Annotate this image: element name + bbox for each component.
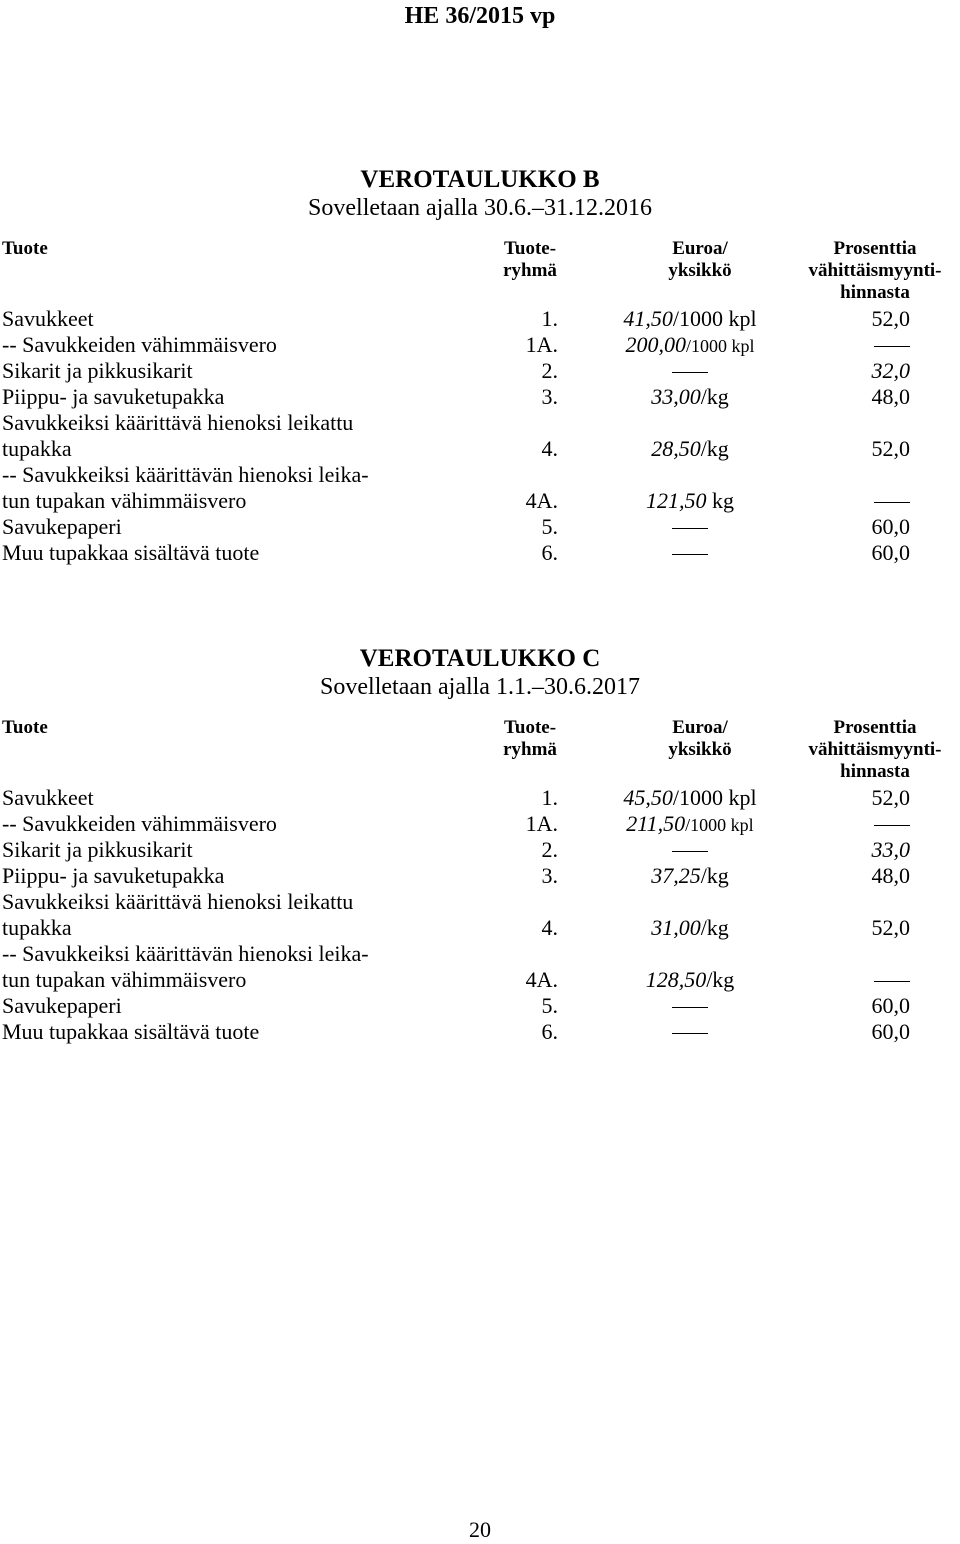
col-header-group [495,238,565,282]
product-name: Muu tupakkaa sisältävä tuote [2,540,260,565]
percent-of-retail: 60,0 [871,514,910,539]
percent-of-retail: 32,0 [871,358,910,383]
euro-per-unit [600,332,780,359]
product-group: 2. [541,837,558,862]
product-group: 4A. [525,488,558,513]
col-header-pct-l2: vähittäismyynti- [808,739,942,760]
product-name [2,941,369,993]
percent-of-retail: 52,0 [871,915,910,940]
dash-mark [874,346,910,347]
euro-per-unit [600,436,780,462]
table-row [0,384,960,410]
euro-unit: kg [706,488,734,513]
product-group: 4. [541,915,558,940]
product-name: Muu tupakkaa sisältävä tuote [2,1019,260,1044]
dash-mark [672,1033,708,1034]
product-name-line: tun tupakan vähimmäisvero [2,967,247,992]
col-header-pct-l1: Prosenttia [833,717,917,738]
euro-amount: 45,50 [623,785,673,810]
table-row [0,1019,960,1045]
tax-table-b [0,166,960,566]
product-group: 5. [541,514,558,539]
percent-of-retail: 60,0 [871,993,910,1018]
table-row [0,540,960,566]
euro-amount: 33,00 [651,384,701,409]
euro-amount: 28,50 [651,436,701,461]
col-header-pct-l3: hinnasta [840,761,910,782]
table-row [0,811,960,837]
product-name-line: Savukkeiksi käärittävä hienoksi leikattu [2,410,354,435]
product-name: -- Savukkeiden vähimmäisvero [2,332,277,357]
euro-per-unit [600,488,780,514]
percent-of-retail: 52,0 [871,785,910,810]
euro-per-unit [600,785,780,811]
euro-amount: 128,50 [645,967,707,992]
col-header-group [495,717,565,761]
col-header-pct-l1: Prosenttia [833,238,917,259]
percent-of-retail [780,967,910,993]
product-name: Sikarit ja pikkusikarit [2,358,193,383]
euro-per-unit [600,514,780,540]
product-name: Savukepaperi [2,514,122,539]
euro-per-unit [600,837,780,863]
product-name-line: -- Savukkeiksi käärittävän hienoksi leika- [2,941,369,966]
dash-mark [874,981,910,982]
table-row [0,306,960,332]
product-name: Savukkeet [2,306,94,331]
euro-per-unit [600,384,780,410]
product-name-line: -- Savukkeiksi käärittävän hienoksi leika- [2,462,369,487]
col-header-percent [800,238,950,304]
product-group: 3. [541,384,558,409]
dash-mark [672,372,708,373]
document-id: HE 36/2015 vp [404,3,556,29]
col-header-group-l2: ryhmä [503,260,557,281]
product-group: 6. [541,1019,558,1044]
table-row [0,863,960,889]
product-name: -- Savukkeiden vähimmäisvero [2,811,277,836]
dash-mark [672,528,708,529]
table-row [0,785,960,811]
col-header-percent [800,717,950,783]
percent-of-retail [780,488,910,514]
product-group: 1. [541,306,558,331]
col-header-euro-per-unit [640,238,760,282]
table-row [0,332,960,358]
product-name [2,462,369,514]
table-row [0,837,960,863]
table-row [0,358,960,384]
percent-of-retail [780,811,910,837]
table-header [0,222,960,306]
euro-amount: 200,00 [625,332,686,357]
dash-mark [672,554,708,555]
dash-mark [672,1007,708,1008]
col-header-product: Tuote [2,238,48,259]
product-name-line: tupakka [2,915,72,940]
euro-per-unit [600,811,780,838]
table-title: VEROTAULUKKO C [359,645,601,672]
product-group: 6. [541,540,558,565]
table-row [0,889,960,941]
product-name-line: Savukkeiksi käärittävä hienoksi leikattu [2,889,354,914]
col-header-pct-l3: hinnasta [840,282,910,303]
col-header-product: Tuote [2,717,48,738]
euro-per-unit [600,1019,780,1045]
percent-of-retail: 60,0 [871,540,910,565]
table-row [0,993,960,1019]
product-name [2,410,353,462]
product-name [2,889,353,941]
col-header-group-l1: Tuote- [503,238,557,259]
percent-of-retail: 48,0 [871,384,910,409]
table-body [0,785,960,1045]
col-header-eur-l2: yksikkö [668,260,732,281]
product-name: Piippu- ja savuketupakka [2,384,225,409]
col-header-group-l1: Tuote- [503,717,557,738]
euro-per-unit [600,967,780,993]
percent-of-retail: 48,0 [871,863,910,888]
dash-mark [874,825,910,826]
euro-per-unit [600,993,780,1019]
euro-unit: /kg [700,863,729,888]
table-subtitle: Sovelletaan ajalla 30.6.–31.12.2016 [308,195,652,221]
euro-amount: 31,00 [651,915,701,940]
euro-unit: /kg [700,436,729,461]
product-group: 5. [541,993,558,1018]
euro-per-unit [600,358,780,384]
table-row [0,462,960,514]
product-name: Sikarit ja pikkusikarit [2,837,193,862]
product-group: 1A. [525,332,558,357]
product-group: 4A. [525,967,558,992]
product-group: 3. [541,863,558,888]
euro-amount: 121,50 [646,488,707,513]
product-group: 4. [541,436,558,461]
table-row [0,514,960,540]
euro-unit: /1000 kpl [672,306,757,331]
col-header-pct-l2: vähittäismyynti- [808,260,942,281]
tax-table-c [0,645,960,1045]
product-group: 1. [541,785,558,810]
euro-per-unit [600,863,780,889]
product-name-line: tupakka [2,436,72,461]
euro-per-unit [600,540,780,566]
euro-per-unit [600,306,780,332]
percent-of-retail: 33,0 [871,837,910,862]
product-group: 1A. [525,811,558,836]
percent-of-retail [780,332,910,358]
col-header-group-l2: ryhmä [503,739,557,760]
table-header [0,701,960,785]
product-group: 2. [541,358,558,383]
percent-of-retail: 52,0 [871,306,910,331]
euro-amount: 37,25 [651,863,701,888]
euro-unit: /1000 kpl [685,815,754,835]
product-name: Savukkeet [2,785,94,810]
product-name-line: tun tupakan vähimmäisvero [2,488,247,513]
euro-unit: /kg [700,384,729,409]
product-name: Savukepaperi [2,993,122,1018]
table-row [0,941,960,993]
euro-unit: /kg [706,967,735,992]
table-body [0,306,960,566]
euro-per-unit [600,915,780,941]
table-subtitle: Sovelletaan ajalla 1.1.–30.6.2017 [320,674,640,700]
euro-unit: /kg [700,915,729,940]
percent-of-retail: 60,0 [871,1019,910,1044]
euro-unit: /1000 kpl [685,336,755,356]
dash-mark [672,851,708,852]
dash-mark [874,502,910,503]
product-name: Piippu- ja savuketupakka [2,863,225,888]
euro-amount: 211,50 [626,811,686,836]
table-title: VEROTAULUKKO B [360,166,600,193]
col-header-eur-l2: yksikkö [668,739,732,760]
euro-unit: /1000 kpl [672,785,757,810]
col-header-euro-per-unit [640,717,760,761]
col-header-eur-l1: Euroa/ [672,238,728,259]
col-header-eur-l1: Euroa/ [672,717,728,738]
percent-of-retail: 52,0 [871,436,910,461]
page-number: 20 [469,1517,491,1542]
euro-amount: 41,50 [623,306,673,331]
table-row [0,410,960,462]
